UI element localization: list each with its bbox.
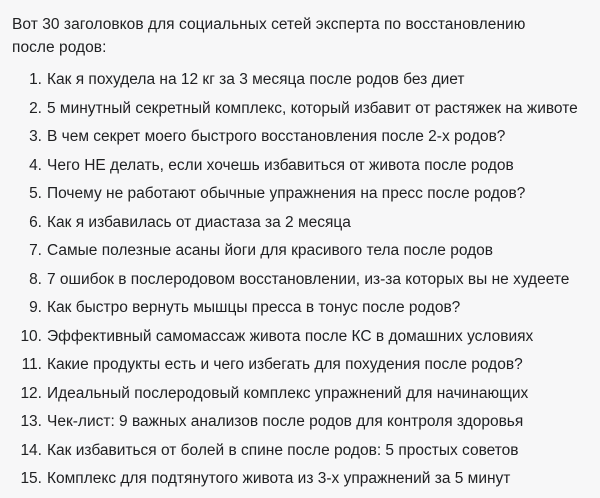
list-item-number: 8. <box>29 270 42 288</box>
list-item <box>12 99 578 128</box>
list-item <box>12 156 570 185</box>
list-item-number: 4. <box>29 156 42 174</box>
list-item-text: 5 минутный секретный комплекс, который избавит от растяжек на животе <box>47 99 578 117</box>
list-item-text: Как быстро вернуть мышцы пресса в тонус после родов? <box>47 299 461 316</box>
list-item-text: Комплекс для подтянутого живота из 3-х упражнений за 5 минут <box>47 470 511 487</box>
list-item-number: 13. <box>20 413 42 430</box>
list-item-number: 12. <box>20 384 42 402</box>
list-item <box>12 213 570 242</box>
list-item-text: Самые полезные асаны йоги для красивого тела после родов <box>47 242 494 259</box>
list-item <box>12 270 570 299</box>
list-item <box>12 184 570 213</box>
list-item-number: 5. <box>29 185 42 202</box>
list-item-number: 2. <box>29 99 42 117</box>
list-item-text: Идеальный послеродовый комплекс упражнений для начинающих <box>47 384 529 402</box>
list-item <box>12 327 570 356</box>
list-item-number: 3. <box>29 128 42 145</box>
list-item <box>12 384 570 413</box>
list-item-number: 11. <box>21 356 42 373</box>
list-item-text: Как я похудела на 12 кг за 3 месяца после родов без диет <box>47 71 465 88</box>
list-item-text: Эффективный самомассаж живота после КС в домашних условиях <box>47 327 534 345</box>
list-item-text: Чек-лист: 9 важных анализов после родов для контроля здоровья <box>47 413 524 430</box>
list-item-number: 9. <box>29 299 42 316</box>
list-item-text: Почему не работают обычные упражнения на пресс после родов? <box>47 185 526 202</box>
list-item-text: Какие продукты есть и чего избегать для похудения после родов? <box>47 356 523 373</box>
list-item-text: Как я избавилась от диастаза за 2 месяца <box>47 213 351 231</box>
list-item <box>12 241 570 270</box>
list-item <box>12 469 570 498</box>
message-intro: Вот 30 заголовков для социальных сетей эксперта по восстановлению после родов: <box>12 16 526 56</box>
list-item-text: Чего НЕ делать, если хочешь избавиться от живота после родов <box>47 156 514 174</box>
list-item <box>12 127 570 156</box>
list-item <box>12 412 570 441</box>
list-item-number: 6. <box>29 213 42 231</box>
list-item <box>12 441 570 470</box>
list-item-number: 14. <box>20 441 42 459</box>
list-item <box>12 70 570 99</box>
list-item-number: 7. <box>29 242 42 259</box>
list-item <box>12 298 570 327</box>
list-item <box>12 355 570 384</box>
list-item-number: 10. <box>20 327 42 345</box>
list-item-text: Как избавиться от болей в спине после родов: 5 простых советов <box>47 441 519 459</box>
list-item-number: 15. <box>20 470 42 487</box>
list-item-text: 7 ошибок в послеродовом восстановлении, из-за которых вы не худеете <box>47 270 570 288</box>
headline-list <box>12 70 578 498</box>
list-item-text: В чем секрет моего быстрого восстановления после 2-х родов? <box>47 128 506 145</box>
list-item-number: 1. <box>29 71 42 88</box>
